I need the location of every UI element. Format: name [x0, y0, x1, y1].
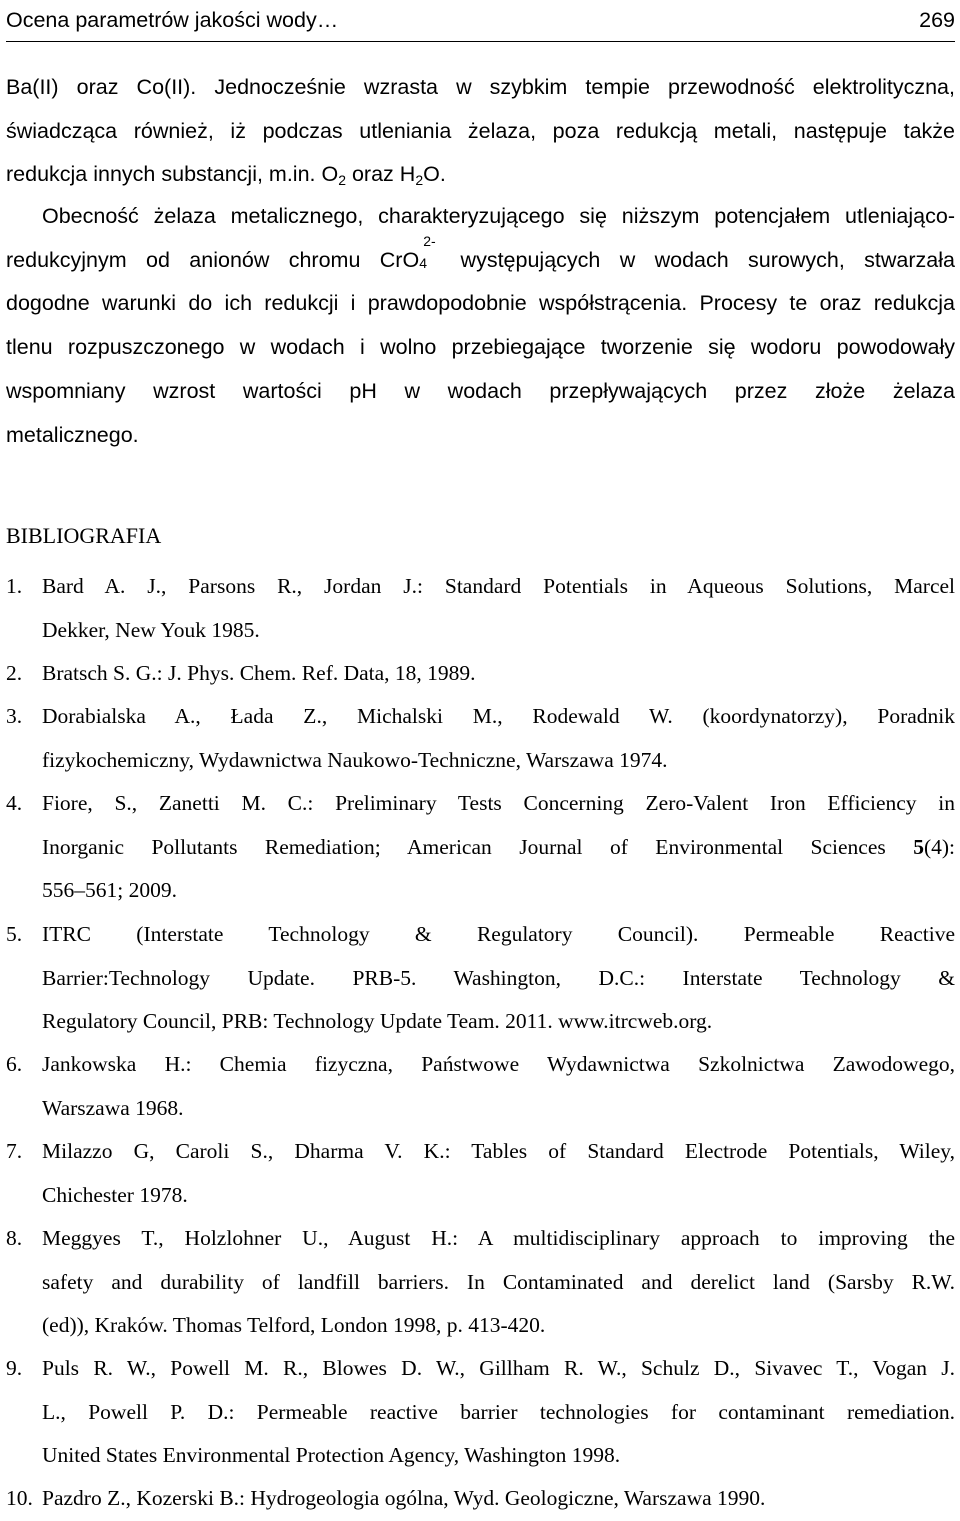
- running-header: [6, 2, 955, 38]
- reference-line: [42, 826, 955, 870]
- paragraph-line: Ba(II) oraz Co(II). Jednocześnie wzrasta w szybkim tempie przewodność elektrolityczna,: [6, 75, 955, 99]
- reference-number: 5.: [6, 922, 23, 946]
- volume-number: 5: [913, 834, 924, 859]
- text-run: redukcja innych substancji, m.in. O: [6, 162, 339, 187]
- text-run: występujących w wodach surowych, stwarzała: [460, 247, 955, 272]
- reference-line: Pazdro Z., Kozerski B.: Hydrogeologia ogólna, Wyd. Geologiczne, Warszawa 1990.: [42, 1486, 766, 1510]
- text-run: (4):: [923, 834, 955, 859]
- reference-number: 8.: [6, 1226, 23, 1250]
- text-run: redukcyjnym od anionów chromu CrO: [6, 247, 420, 272]
- reference-item: [6, 913, 955, 1044]
- reference-number: 9.: [6, 1356, 23, 1380]
- subscript: 2: [415, 172, 424, 189]
- reference-line: 556–561; 2009.: [42, 878, 177, 903]
- reference-line: Meggyes T., Holzlohner U., August H.: A multidisciplinary approach to improving the: [42, 1226, 955, 1250]
- text-run: Inorganic Pollutants Remediation; American Journal of Environmental Sciences: [42, 834, 914, 859]
- paragraph-line: [6, 153, 955, 197]
- reference-item: [6, 1477, 955, 1521]
- reference-line: (ed)), Kraków. Thomas Telford, London 1998, p. 413-420.: [42, 1313, 546, 1338]
- page-number: 269: [919, 8, 955, 32]
- reference-number: 7.: [6, 1139, 23, 1163]
- paragraph-line: świadcząca również, iż podczas utleniania żelaza, poza redukcją metali, następuje także: [6, 118, 955, 143]
- text-run: oraz H: [346, 162, 416, 187]
- paragraph-line: [6, 232, 955, 283]
- header-rule: [6, 41, 955, 42]
- reference-line: Bratsch S. G.: J. Phys. Chem. Ref. Data, 18, 1989.: [42, 661, 476, 685]
- reference-number: 6.: [6, 1052, 23, 1076]
- reference-line: Barrier:Technology Update. PRB-5. Washington, D.C.: Interstate Technology &: [42, 965, 955, 990]
- reference-number: 4.: [6, 791, 23, 815]
- subscript: 4: [419, 254, 427, 271]
- reference-item: [6, 652, 955, 696]
- reference-line: United States Environmental Protection Agency, Washington 1998.: [42, 1443, 621, 1468]
- paragraph-line: dogodne warunki do ich redukcji i prawdopodobnie współstrącenia. Procesy te oraz redukcja: [6, 291, 955, 316]
- reference-line: Warszawa 1968.: [42, 1095, 184, 1120]
- reference-line: ITRC (Interstate Technology & Regulatory Council). Permeable Reactive: [42, 922, 955, 946]
- running-title: Ocena parametrów jakości wody…: [6, 8, 339, 32]
- reference-item: [6, 782, 955, 913]
- reference-item: [6, 1347, 955, 1478]
- reference-line: Fiore, S., Zanetti M. C.: Preliminary Tests Concerning Zero-Valent Iron Efficiency in: [42, 791, 955, 815]
- paragraph-line: metalicznego.: [6, 422, 139, 447]
- reference-line: fizykochemiczny, Wydawnictwa Naukowo-Techniczne, Warszawa 1974.: [42, 747, 668, 772]
- paragraph-2: [6, 195, 955, 457]
- paragraph-line: wspomniany wzrost wartości pH w wodach przepływających przez złoże żelaza: [6, 378, 955, 403]
- reference-number: 10.: [6, 1486, 33, 1510]
- reference-number: 1.: [6, 574, 23, 598]
- reference-number: 2.: [6, 661, 23, 685]
- bibliography-heading: BIBLIOGRAFIA: [6, 523, 162, 548]
- reference-line: Chichester 1978.: [42, 1182, 188, 1207]
- reference-line: Dorabialska A., Łada Z., Michalski M., Rodewald W. (koordynatorzy), Poradnik: [42, 704, 955, 728]
- reference-line: Puls R. W., Powell M. R., Blowes D. W., Gillham R. W., Schulz D., Sivavec T., Vogan J.: [42, 1356, 955, 1380]
- reference-number: 3.: [6, 704, 23, 728]
- reference-line: Dekker, New Youk 1985.: [42, 617, 260, 642]
- reference-item: [6, 1043, 955, 1130]
- reference-line: safety and durability of landfill barriers. In Contaminated and derelict land (Sarsby R.W.: [42, 1269, 955, 1294]
- subscript: 2: [338, 172, 346, 189]
- reference-item: [6, 1130, 955, 1217]
- reference-line: Milazzo G, Caroli S., Dharma V. K.: Tables of Standard Electrode Potentials, Wiley,: [42, 1139, 955, 1163]
- reference-item: [6, 1217, 955, 1348]
- reference-line: Regulatory Council, PRB: Technology Update Team. 2011. www.itrcweb.org.: [42, 1009, 713, 1034]
- reference-line: Bard A. J., Parsons R., Jordan J.: Standard Potentials in Aqueous Solutions, Marcel: [42, 574, 955, 598]
- reference-line: Jankowska H.: Chemia fizyczna, Państwowe Wydawnictwa Szkolnictwa Zawodowego,: [42, 1052, 955, 1076]
- reference-item: [6, 565, 955, 652]
- paragraph-line: Obecność żelaza metalicznego, charakteryzującego się niższym potencjałem utleniająco-: [42, 204, 955, 228]
- paragraph-line: tlenu rozpuszczonego w wodach i wolno przebiegające tworzenie się wodoru powodowały: [6, 335, 955, 360]
- text-run: O.: [423, 162, 446, 187]
- paragraph-1: [6, 66, 955, 197]
- superscript: 2-: [423, 232, 436, 249]
- reference-item: [6, 695, 955, 782]
- reference-line: L., Powell P. D.: Permeable reactive barrier technologies for contaminant remediation.: [42, 1399, 955, 1424]
